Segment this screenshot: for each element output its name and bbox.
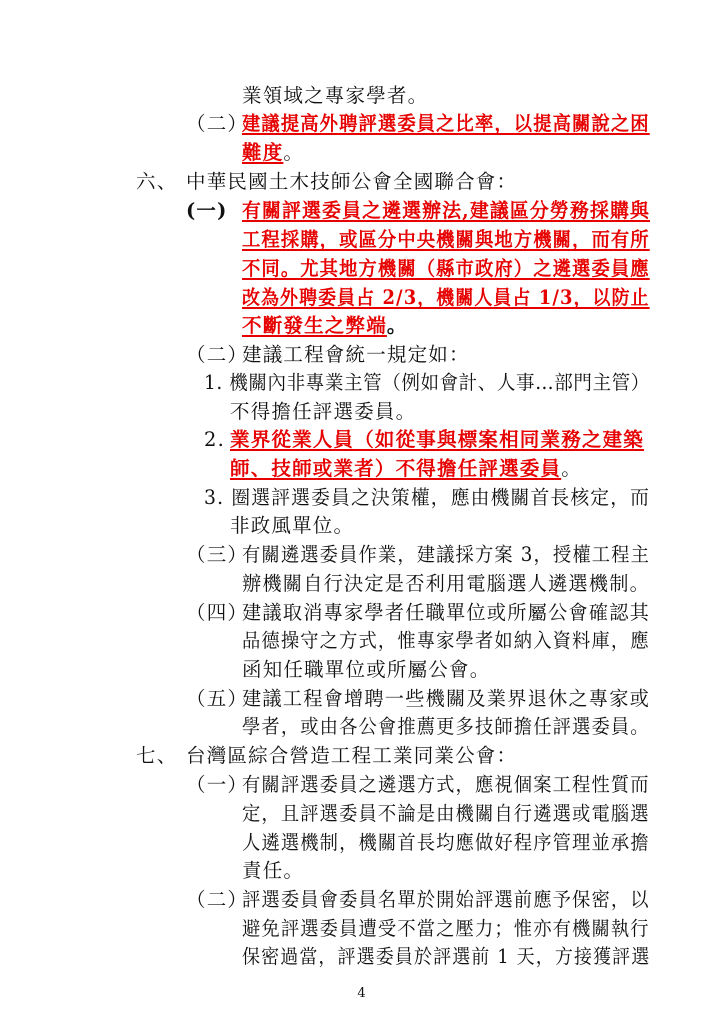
text-line: 有關評選委員之遴選方式，應視個案工程性質而 [242, 773, 650, 796]
item-marker: （五） [186, 687, 249, 710]
text-line: 保密過當，評選委員於評選前 1 天，方接獲評選 [242, 945, 651, 968]
highlighted-text-line: 工程採購，或區分中央機關與地方機關，而有所 [242, 228, 650, 251]
section-marker: 六、 [136, 170, 178, 193]
item-marker: （三） [186, 543, 249, 566]
text-line: 師、技師或業者）不得擔任評選委員。 [230, 457, 582, 480]
section-heading: 中華民國土木技師公會全國聯合會： [186, 170, 518, 193]
text-line: 有關遴選委員作業，建議採方案 3，授權工程主 [242, 543, 651, 566]
text-line: 品德操守之方式，惟專家學者如納入資料庫，應 [242, 629, 650, 652]
text-line: 人遴選機制，機關首長均應做好程序管理並承擔 [242, 831, 650, 854]
item-marker: （一） [186, 773, 249, 796]
highlighted-text-line: 建議提高外聘評選委員之比率，以提高關說之困 [242, 112, 650, 135]
text-line: 非政風單位。 [230, 514, 355, 537]
item-marker: 2. [204, 428, 226, 451]
item-marker: （二） [186, 343, 249, 366]
highlighted-text-line: 不同。尤其地方機關（縣市政府）之遴選委員應 [242, 257, 650, 280]
text-line: 建議工程會增聘一些機關及業界退休之專家或 [242, 687, 651, 710]
text-line: 定，且評選委員不論是由機關自行遴選或電腦選 [242, 802, 650, 825]
text-line: 函知任職單位或所屬公會。 [242, 658, 491, 681]
text-line: 避免評選委員遭受不當之壓力；惟亦有機關執行 [242, 917, 650, 940]
highlighted-text-line: 業界從業人員（如從事與標案相同業務之建築 [230, 428, 645, 451]
text-line: 1. 機關內非專業主管（例如會計、人事…部門主管） [204, 371, 650, 394]
text-line: 不得擔任評選委員。 [230, 400, 417, 423]
text-line: 責任。 [242, 859, 305, 882]
text-line: 難度。 [242, 141, 305, 164]
text-line: 辦機關自行決定是否利用電腦選人遴選機制。 [242, 572, 651, 595]
text-line: 3. 圈選評選委員之決策權，應由機關首長核定，而 [204, 486, 651, 509]
text-line: 建議取消專家學者任職單位或所屬公會確認其 [242, 601, 651, 624]
item-marker: （四） [186, 601, 249, 624]
item-marker: （二） [186, 888, 249, 911]
text-line: 學者，或由各公會推薦更多技師擔任評選委員。 [242, 715, 650, 738]
highlighted-text-line: 有關評選委員之遴選辦法,建議區分勞務採購與 [242, 199, 650, 222]
highlighted-text-line: 改為外聘委員占 2/3，機關人員占 1/3，以防止 [242, 286, 650, 309]
text-line: 評選委員會委員名單於開始評選前應予保密，以 [242, 888, 650, 911]
page-number: 4 [357, 986, 366, 1001]
item-marker: （二） [186, 112, 249, 135]
text-line: 建議工程會統一規定如： [242, 343, 470, 366]
section-heading: 台灣區綜合營造工程工業同業公會： [186, 744, 518, 767]
text-line: 業領域之專家學者。 [242, 84, 429, 107]
section-marker: 七、 [136, 744, 178, 767]
item-marker: (一) [186, 199, 228, 222]
text-line: 不斷發生之弊端。 [242, 314, 408, 337]
